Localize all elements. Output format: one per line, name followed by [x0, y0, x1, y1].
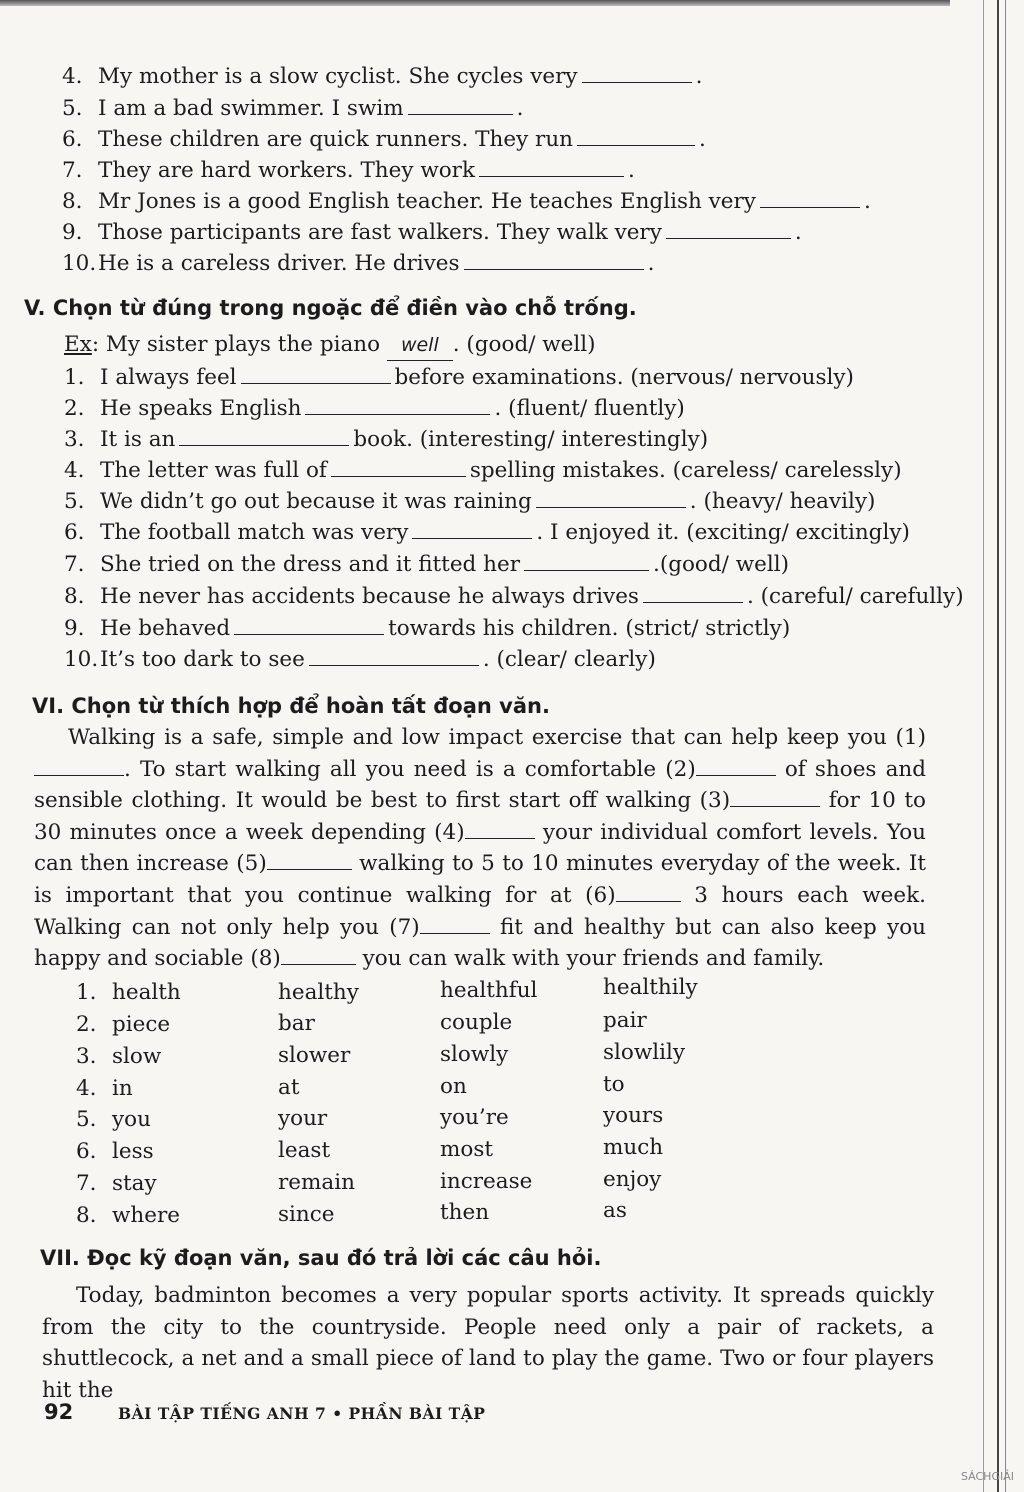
binding-edge-line [983, 0, 984, 1492]
section-v-item-9: 9. He behaved towards his children. (strict/ strictly) [64, 616, 791, 641]
answer-blank[interactable] [760, 187, 860, 208]
passage-blank-8[interactable] [281, 946, 356, 965]
workbook-page: 4. My mother is a slow cyclist. She cycles very . 5. I am a bad swimmer. I swim . 6. These children are quick runners. They run . 7. They are hard workers. They work . 8. Mr Jones is a good English teacher. He teaches English very . 9. Those participants are fast walkers. They walk very . 10.He is a careless driver. He drives . V. Chọn từ đúng trong ngoặc để điền vào chỗ trống. Ex: My sister plays the piano well . (good/ well) 1. I always feel before examinations. (nervous/ nervously) 2. He speaks English . (fluent/ fluently) 3. It is an book. (interesting/ interestingly) 4. The letter was full of spelling mistakes. (careless/ carelessly) 5. We didn’t go out because it was raining . (heavy/ heavily) 6. The football match was very . I enjoyed it. (exciting/ excitingly) 7. She tried on the dress and it fitted her .(good/ well) 8. He never has accidents because he always drives . (careful/ carefully) 9. He behaved towards his children. (strict/ strictly) 10.It’s too dark to see . (clear/ clearly) VI. Chọn từ thích hợp để hoàn tất đoạn văn. Walking is a safe, simple and low impact exercise that can help keep you (1). To start walking all you need is a comfortable (2) of shoes and sensible clothing. It would be best to first start off walking (3) for 10 to 30 minutes once a week depending (4) your individual comfort levels. You can then increase (5) walking to 5 to 10 minutes everyday of the week. It is important that you continue walking for at (6) 3 hours each week. Walking can not only help you (7) fit and healthy but can also keep you happy and sociable (8) you can walk with your friends and family. 1. health healthy healthful healthily 2. piece bar couple pair 3. slow slower slowly slowlily 4. in at on to 5. you your you’re yours 6. less least most much 7. stay remain increase enjoy 8. where since then as VII. Đọc kỹ đoạn văn, sau đó trả lời các câu hỏi. Today, badminton becomes a very popular sports activity. It spreads quickly from the city to the countryside. People need only a pair of rackets, a shuttlecock, a net and a small piece of land to play the game. Two or four players hit the 92 BÀI TẬP TIẾNG ANH 7 • PHẦN BÀI TẬP SÁCHGIẢI [0, 0, 1024, 1492]
watermark-logo: SÁCHGIẢI [960, 1470, 1014, 1483]
section-vii-title: VII. Đọc kỹ đoạn văn, sau đó trả lời các câu hỏi. [40, 1246, 602, 1270]
section-v-item-8: 8. He never has accidents because he always drives . (careful/ carefully) [64, 584, 964, 609]
answer-blank[interactable] [331, 456, 466, 477]
section-vi-passage: Walking is a safe, simple and low impact exercise that can help keep you (1). To start walking all you need is a comfortable (2) of shoes and sensible clothing. It would be best to first start off walking (3) for 10 to 30 minutes once a week depending (4) your individual comfort levels. You can then increase (5) walking to 5 to 10 minutes everyday of the week. It is important that you continue walking for at (6) 3 hours each week. Walking can not only help you (7) fit and healthy but can also keep you happy and sociable (8) you can walk with your friends and family. [34, 725, 927, 972]
section-v-item-10: 10.It’s too dark to see . (clear/ clearly) [64, 647, 656, 672]
ex4-item-7: 7. They are hard workers. They work . [62, 158, 635, 183]
answer-blank[interactable] [524, 550, 649, 571]
section-v-item-6: 6. The football match was very . I enjoyed it. (exciting/ excitingly) [64, 520, 910, 545]
ex4-item-8: 8. Mr Jones is a good English teacher. He teaches English very . [62, 189, 871, 214]
answer-blank[interactable] [479, 156, 624, 177]
section-v-item-3: 3. It is an book. (interesting/ interestingly) [64, 427, 709, 452]
running-footer: BÀI TẬP TIẾNG ANH 7 • PHẦN BÀI TẬP [118, 1404, 486, 1423]
answer-blank[interactable] [241, 363, 391, 384]
section-v-example: Ex: My sister plays the piano well . (good/ well) [64, 330, 596, 361]
page-number: 92 [44, 1400, 74, 1424]
answer-blank[interactable] [408, 94, 513, 115]
example-answer: well [387, 330, 453, 361]
section-v-item-5: 5. We didn’t go out because it was raining . (heavy/ heavily) [64, 489, 876, 514]
answer-blank[interactable] [577, 125, 695, 146]
section-v-item-7: 7. She tried on the dress and it fitted her .(good/ well) [64, 552, 789, 577]
section-v-item-2: 2. He speaks English . (fluent/ fluently) [64, 396, 685, 421]
passage-blank-6[interactable] [616, 883, 681, 902]
section-v-item-1: 1. I always feel before examinations. (nervous/ nervously) [64, 365, 854, 390]
section-vii-passage: Today, badminton becomes a very popular sports activity. It spreads quickly from the city to the countryside. People need only a pair of rackets, a shuttlecock, a net and a small piece of land to play the game. Two or four players hit the [42, 1283, 934, 1403]
ex4-item-4: 4. My mother is a slow cyclist. She cycles very . [62, 64, 703, 89]
passage-blank-5[interactable] [267, 851, 352, 870]
answer-blank[interactable] [464, 249, 644, 270]
answer-blank[interactable] [234, 614, 384, 635]
answer-blank[interactable] [309, 645, 479, 666]
passage-blank-2[interactable] [696, 757, 776, 776]
section-v-item-4: 4. The letter was full of spelling mistakes. (careless/ carelessly) [64, 458, 902, 483]
ex4-item-5: 5. I am a bad swimmer. I swim . [62, 96, 524, 121]
answer-blank[interactable] [536, 487, 686, 508]
section-vi-title: VI. Chọn từ thích hợp để hoàn tất đoạn văn. [32, 694, 550, 718]
passage-blank-3[interactable] [730, 788, 820, 807]
answer-blank[interactable] [582, 62, 692, 83]
section-v-title: V. Chọn từ đúng trong ngoặc để điền vào chỗ trống. [24, 296, 637, 320]
answer-blank[interactable] [666, 218, 791, 239]
passage-blank-4[interactable] [465, 820, 535, 839]
ex4-item-6: 6. These children are quick runners. They run . [62, 127, 706, 152]
answer-blank[interactable] [643, 582, 743, 603]
binding-edge [997, 0, 1006, 1492]
passage-blank-7[interactable] [420, 915, 490, 934]
passage-blank-1[interactable] [34, 757, 124, 776]
ex4-item-10: 10.He is a careless driver. He drives . [62, 251, 655, 276]
top-border [0, 0, 950, 6]
ex4-item-9: 9. Those participants are fast walkers. They walk very . [62, 220, 802, 245]
answer-blank[interactable] [305, 394, 490, 415]
answer-blank[interactable] [179, 425, 349, 446]
answer-blank[interactable] [412, 518, 532, 539]
